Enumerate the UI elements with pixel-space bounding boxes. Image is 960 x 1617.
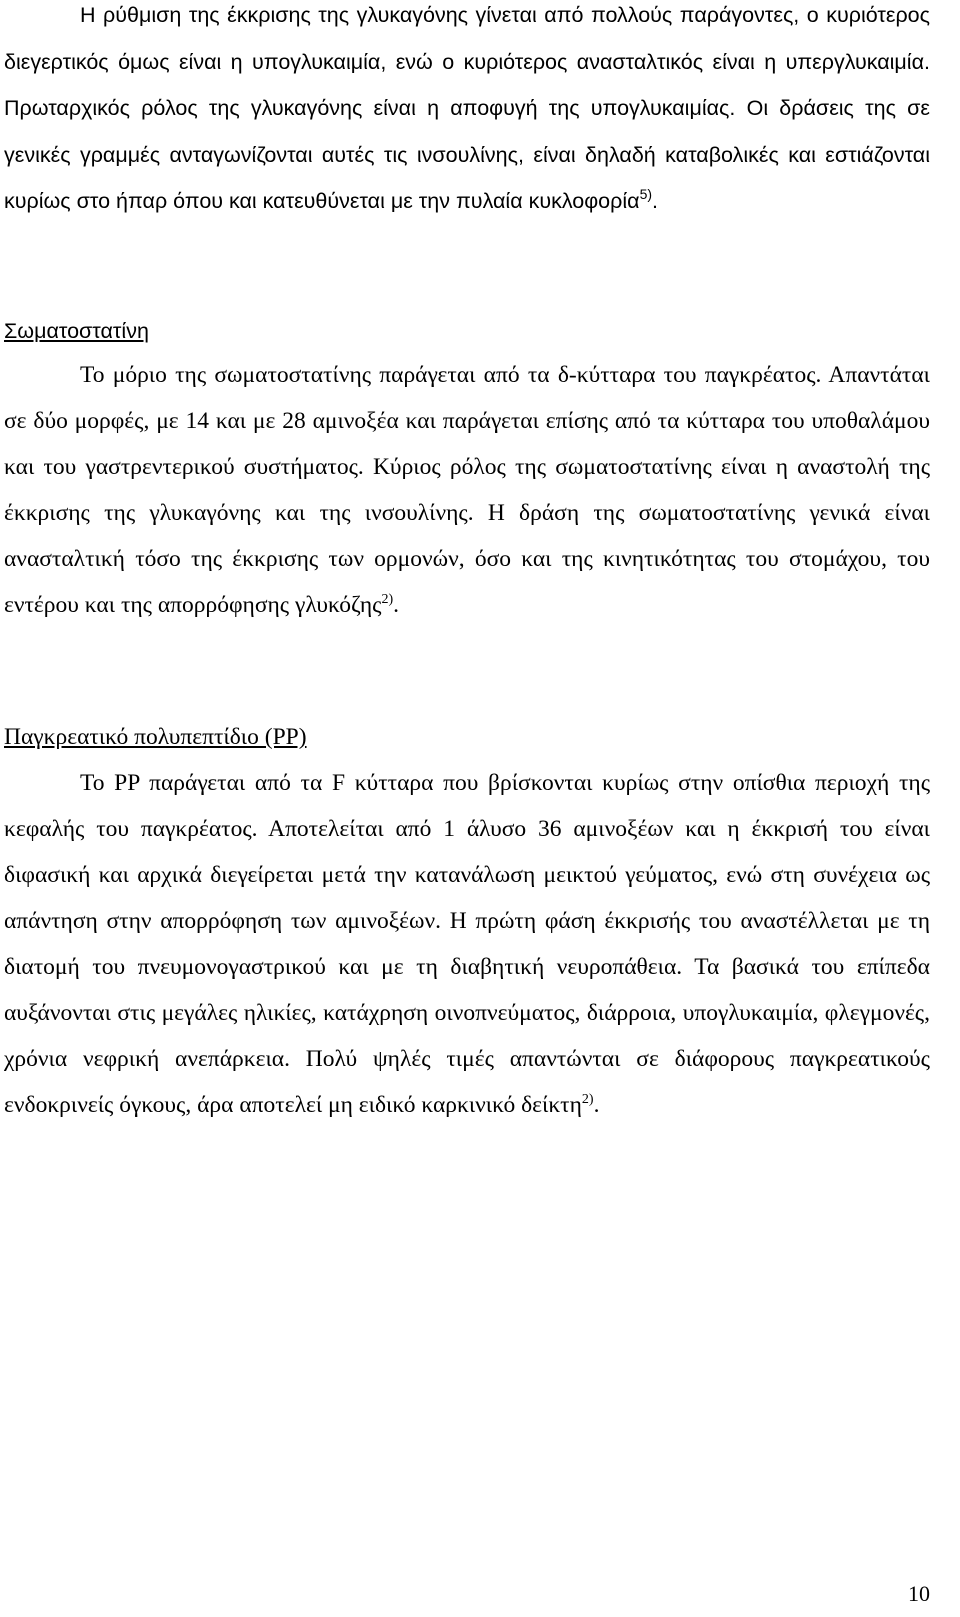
paragraph-text: Το μόριο της σωματοστατίνης παράγεται από τα δ-κύτταρα του παγκρέατος. Απαντάται σε δύο μορφές, με 14 και με 28 αμινοξέα και παράγεται επίσης από τα κύτταρα του υποθαλάμου και του γαστρεντερικού συστήματος. Κύριος ρόλος της σωματοστατίνης είναι η αναστολή της έκκρισης της γλυκαγόνης και της ινσουλίνης. Η δράση της σωματοστατίνης γενικά είναι ανασταλτική τόσο της έκκρισης των ορμονών, όσο και της κινητικότητας του στομάχου, του εντέρου και της απορρόφησης γλυκόζης [4, 362, 930, 618]
paragraph-end: . [652, 189, 659, 213]
paragraph-text: Το PP παράγεται από τα F κύτταρα που βρίσκονται κυρίως στην οπίσθια περιοχή της κεφαλής του παγκρέατος. Αποτελείται από 1 άλυσο 36 αμινοξέων και η έκκρισή του είναι διφασική και αρχικά διεγείρεται μετά την κατανάλωση μεικτού γεύματος, ενώ στη συνέχεια ως απάντηση στην απορρόφηση των αμινοξέων. Η πρώτη φάση έκκρισής του αναστέλλεται με τη διατομή του πνευμονογαστρικού και με τη διαβητική νευροπάθεια. Τα βασικά του επίπεδα αυξάνονται στις μεγάλες ηλικίες, κατάχρηση οινοπνεύματος, διάρροια, υπογλυκαιμία, φλεγμονές, χρόνια νεφρική ανεπάρκεια. Πολύ ψηλές τιμές απαντώνται σε διάφορους παγκρεατικούς ενδοκρινείς όγκους, άρα αποτελεί μη ειδικό καρκινικό δείκτη [4, 770, 930, 1118]
paragraph-glucagon [4, 0, 930, 225]
paragraph-somatostatin [4, 352, 930, 628]
section-heading-somatostatin: Σωματοστατίνη [4, 319, 149, 343]
paragraph-pancreatic-polypeptide [4, 760, 930, 1128]
citation-ref: 5) [639, 186, 653, 202]
paragraph-end: . [393, 592, 399, 618]
paragraph-end: . [593, 1092, 600, 1118]
section-heading-pancreatic-polypeptide: Παγκρεατικό πολυπεπτίδιο (PP) [4, 724, 307, 750]
paragraph-text: Η ρύθμιση της έκκρισης της γλυκαγόνης γίνεται από πολλούς παράγοντες, ο κυριότερος διεγερτικός όμως είναι η υπογλυκαιμία, ενώ ο κυριότερος ανασταλτικός είναι η υπεργλυκαιμία. Πρωταρχικός ρόλος της γλυκαγόνης είναι η αποφυγή της υπογλυκαιμίας. Οι δράσεις της σε γενικές γραμμές ανταγωνίζονται αυτές τις ινσουλίνης, είναι δηλαδή καταβολικές και εστιάζονται κυρίως στο ήπαρ όπου και κατευθύνεται με την πυλαία κυκλοφορία [4, 3, 930, 213]
citation-ref: 2) [581, 1092, 594, 1107]
page-number: 10 [908, 1581, 930, 1606]
citation-ref: 2) [381, 592, 394, 607]
